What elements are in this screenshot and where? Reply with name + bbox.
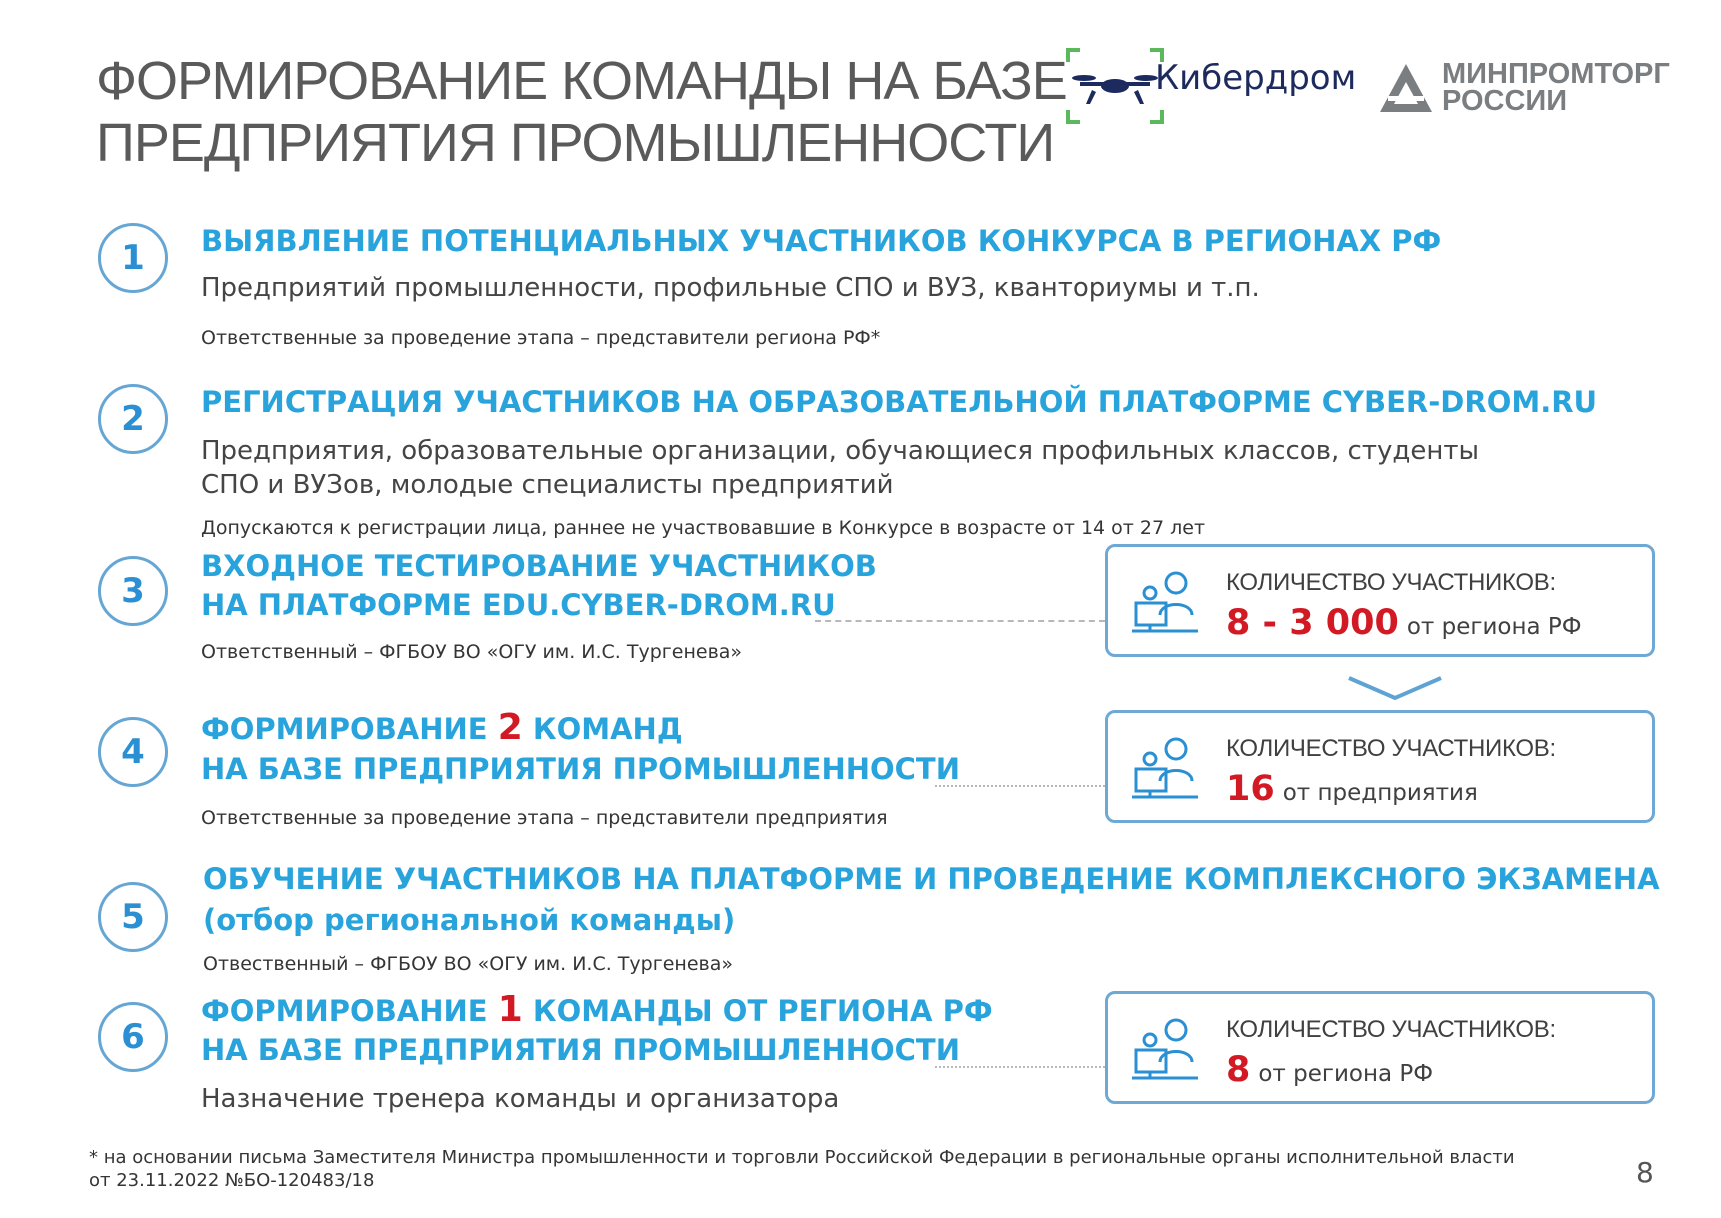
step-5-title-line-2: (отбор региональной команды) <box>203 903 736 937</box>
box-value: 8 от региона РФ <box>1226 1050 1434 1090</box>
step-6-highlight-number: 1 <box>497 989 523 1030</box>
step-1-title: ВЫЯВЛЕНИЕ ПОТЕНЦИАЛЬНЫХ УЧАСТНИКОВ КОНКУРСА В РЕГИОНАХ РФ <box>201 224 1442 258</box>
page-title-line-1: ФОРМИРОВАНИЕ КОМАНДЫ НА БАЗЕ <box>96 51 1067 111</box>
user-at-computer-icon <box>1130 1014 1202 1086</box>
step-1-number: 1 <box>98 223 168 293</box>
step-6-number: 6 <box>98 1002 168 1072</box>
user-at-computer-icon <box>1130 567 1202 639</box>
step-5-note: Отвественный – ФГБОУ ВО «ОГУ им. И.С. Тургенева» <box>203 953 733 975</box>
step-3-title-line-1: ВХОДНОЕ ТЕСТИРОВАНИЕ УЧАСТНИКОВ <box>201 549 877 583</box>
footnote: * на основании письма Заместителя Министра промышленности и торговли Российской Федерации в региональные органы исполнительной власти от 23.11.2022 №БО-120483/18 <box>89 1147 1515 1191</box>
user-at-computer-icon <box>1130 733 1202 805</box>
page-title <box>96 50 1067 174</box>
step-2-number: 2 <box>98 384 168 454</box>
participants-count-box <box>1105 544 1655 657</box>
box-label: КОЛИЧЕСТВО УЧАСТНИКОВ: <box>1226 735 1556 762</box>
step-3-note: Ответственный – ФГБОУ ВО «ОГУ им. И.С. Тургенева» <box>201 641 743 663</box>
box-value: 16 от предприятия <box>1226 769 1478 809</box>
step-4-highlight-number: 2 <box>497 707 523 748</box>
participants-count-box <box>1105 710 1655 823</box>
box-label: КОЛИЧЕСТВО УЧАСТНИКОВ: <box>1226 1016 1556 1043</box>
step-2-title: РЕГИСТРАЦИЯ УЧАСТНИКОВ НА ОБРАЗОВАТЕЛЬНОЙ ПЛАТФОРМЕ CYBER-DROM.RU <box>201 385 1598 419</box>
page-title-line-2: ПРЕДПРИЯТИЯ ПРОМЫШЛЕННОСТИ <box>96 113 1055 173</box>
step-4-title-line-1: ФОРМИРОВАНИЕ 2 КОМАНД <box>201 707 683 748</box>
step-1-note: Ответственные за проведение этапа – представители региона РФ* <box>201 327 881 349</box>
connector-line <box>815 620 1105 622</box>
step-5-title-line-1: ОБУЧЕНИЕ УЧАСТНИКОВ НА ПЛАТФОРМЕ И ПРОВЕДЕНИЕ КОМПЛЕКСНОГО ЭКЗАМЕНА <box>203 862 1660 896</box>
page-number: 8 <box>1636 1156 1654 1189</box>
box-value: 8 - 3 000 от региона РФ <box>1226 603 1582 643</box>
chevron-down-icon <box>1345 674 1445 704</box>
step-1-description: Предприятий промышленности, профильные СПО и ВУЗ, кванториумы и т.п. <box>201 273 1260 303</box>
step-2-description-line-1: Предприятия, образовательные организации, обучающиеся профильных классов, студенты <box>201 436 1480 466</box>
step-6-title-line-1: ФОРМИРОВАНИЕ 1 КОМАНДЫ ОТ РЕГИОНА РФ <box>201 989 993 1030</box>
minpromtorg-logo-icon <box>1378 62 1434 114</box>
participants-count-box <box>1105 991 1655 1104</box>
kiberdrom-logo-text: Кибердром <box>1155 58 1357 98</box>
minpromtorg-logo-text: МИНПРОМТОРГ РОССИИ <box>1442 58 1670 117</box>
box-label: КОЛИЧЕСТВО УЧАСТНИКОВ: <box>1226 569 1556 596</box>
step-3-number: 3 <box>98 556 168 626</box>
step-4-number: 4 <box>98 717 168 787</box>
step-3-title-line-2: НА ПЛАТФОРМЕ EDU.CYBER-DROM.RU <box>201 588 836 622</box>
step-4-title-line-2: НА БАЗЕ ПРЕДПРИЯТИЯ ПРОМЫШЛЕННОСТИ <box>201 752 960 786</box>
connector-line <box>935 1066 1105 1068</box>
step-4-note: Ответственные за проведение этапа – представители предприятия <box>201 807 888 829</box>
step-2-description-line-2: СПО и ВУЗов, молодые специалисты предприятий <box>201 470 894 500</box>
step-2-note: Допускаются к регистрации лица, раннее не участвовавшие в Конкурсе в возрасте от 14 от 27 лет <box>201 517 1206 539</box>
step-6-title-line-2: НА БАЗЕ ПРЕДПРИЯТИЯ ПРОМЫШЛЕННОСТИ <box>201 1033 960 1067</box>
step-5-number: 5 <box>98 882 168 952</box>
step-6-description: Назначение тренера команды и организатора <box>201 1084 840 1114</box>
connector-line <box>935 785 1105 787</box>
